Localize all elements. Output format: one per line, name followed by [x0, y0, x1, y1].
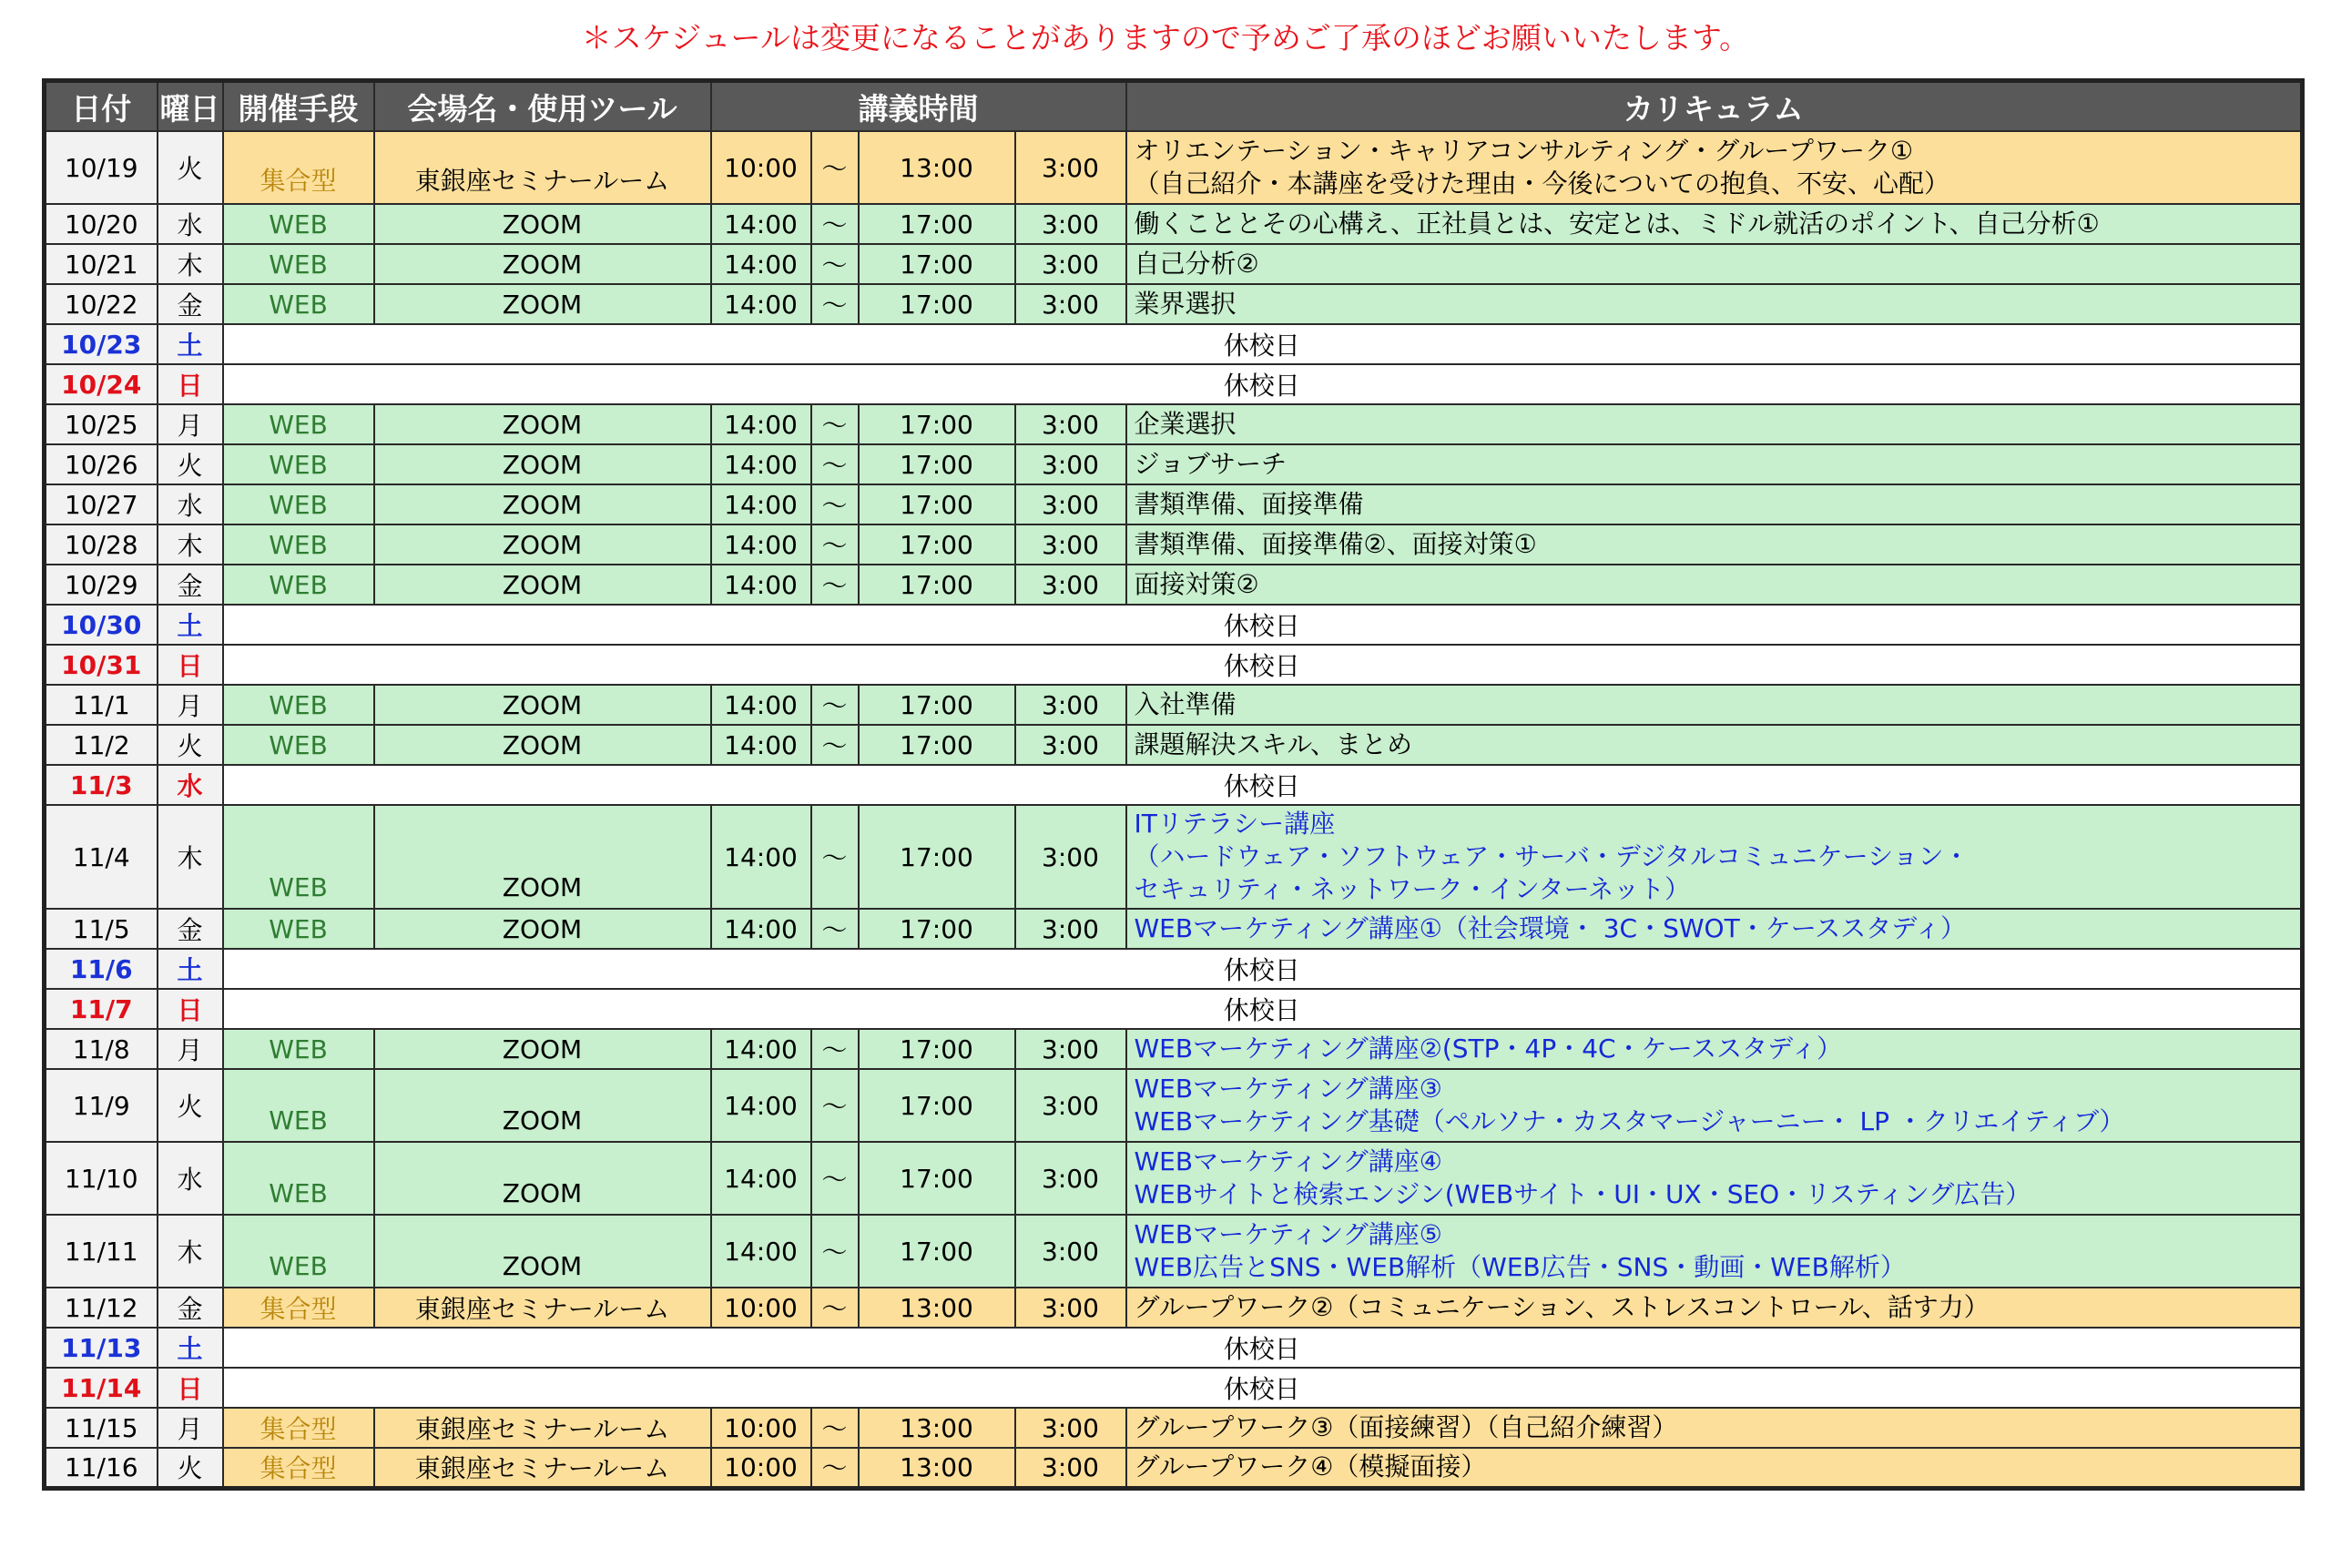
day-of-week-cell: 木 [158, 244, 223, 284]
closed-day-cell: 休校日 [223, 765, 2303, 805]
curriculum-line: WEBマーケティング講座③ [1134, 1074, 1442, 1104]
start-time-cell: 14:00 [711, 1029, 811, 1069]
time-separator-cell: ～ [811, 909, 859, 949]
start-time-cell: 14:00 [711, 685, 811, 725]
curriculum-cell [1126, 1215, 2303, 1288]
end-time-cell: 17:00 [859, 1215, 1015, 1288]
curriculum-line: 書類準備、面接準備②、面接対策① [1134, 529, 1537, 559]
format-cell: WEB [223, 1069, 374, 1142]
table-row [45, 565, 2303, 605]
closed-day-row [45, 1368, 2303, 1408]
table-row [45, 131, 2303, 204]
start-time-cell: 10:00 [711, 1448, 811, 1488]
curriculum-line: WEB広告とSNS・WEB解析（WEB広告・SNS・動画・WEB解析） [1134, 1252, 1906, 1282]
curriculum-cell [1126, 244, 2303, 284]
start-time-cell: 14:00 [711, 524, 811, 565]
duration-cell: 3:00 [1015, 284, 1126, 324]
duration-cell: 3:00 [1015, 1069, 1126, 1142]
time-separator-cell: ～ [811, 1288, 859, 1328]
time-separator-cell: ～ [811, 131, 859, 204]
end-time-cell: 17:00 [859, 524, 1015, 565]
time-separator-cell: ～ [811, 524, 859, 565]
curriculum-line: グループワーク③（面接練習）（自己紹介練習） [1134, 1412, 1678, 1442]
time-separator-cell: ～ [811, 565, 859, 605]
curriculum-cell [1126, 204, 2303, 244]
curriculum-cell [1126, 131, 2303, 204]
date-cell: 11/1 [45, 685, 158, 725]
duration-cell: 3:00 [1015, 909, 1126, 949]
format-cell: WEB [223, 244, 374, 284]
duration-cell: 3:00 [1015, 805, 1126, 909]
closed-day-cell: 休校日 [223, 364, 2303, 404]
end-time-cell: 17:00 [859, 909, 1015, 949]
table-row [45, 244, 2303, 284]
start-time-cell: 14:00 [711, 1069, 811, 1142]
curriculum-cell [1126, 685, 2303, 725]
table-row [45, 1029, 2303, 1069]
end-time-cell: 13:00 [859, 131, 1015, 204]
start-time-cell: 14:00 [711, 284, 811, 324]
date-cell: 10/22 [45, 284, 158, 324]
date-cell: 11/13 [45, 1328, 158, 1368]
table-row [45, 1069, 2303, 1142]
date-cell: 11/12 [45, 1288, 158, 1328]
format-cell: 集合型 [223, 1288, 374, 1328]
day-of-week-cell: 火 [158, 131, 223, 204]
end-time-cell: 17:00 [859, 1029, 1015, 1069]
date-cell: 11/5 [45, 909, 158, 949]
day-of-week-cell: 火 [158, 1069, 223, 1142]
duration-cell: 3:00 [1015, 685, 1126, 725]
curriculum-cell [1126, 1288, 2303, 1328]
venue-cell: ZOOM [374, 805, 711, 909]
venue-cell: ZOOM [374, 725, 711, 765]
duration-cell: 3:00 [1015, 131, 1126, 204]
day-of-week-cell: 日 [158, 645, 223, 685]
date-cell: 11/11 [45, 1215, 158, 1288]
date-cell: 11/8 [45, 1029, 158, 1069]
time-separator-cell: ～ [811, 204, 859, 244]
curriculum-line: 面接対策② [1134, 569, 1259, 599]
format-cell: WEB [223, 565, 374, 605]
venue-cell: ZOOM [374, 1142, 711, 1215]
closed-day-row [45, 324, 2303, 364]
curriculum-line: WEBマーケティング基礎（ペルソナ・カスタマージャーニー・ LP ・クリエイティブ） [1134, 1106, 2125, 1136]
date-cell: 10/25 [45, 404, 158, 444]
table-row [45, 1142, 2303, 1215]
date-cell: 10/28 [45, 524, 158, 565]
date-cell: 10/24 [45, 364, 158, 404]
table-row [45, 284, 2303, 324]
curriculum-cell [1126, 524, 2303, 565]
time-separator-cell: ～ [811, 1069, 859, 1142]
curriculum-line: WEBマーケティング講座②(STP・4P・4C・ケーススタディ） [1134, 1033, 1842, 1064]
date-cell: 11/7 [45, 989, 158, 1029]
format-cell: WEB [223, 484, 374, 524]
start-time-cell: 10:00 [711, 131, 811, 204]
date-cell: 11/2 [45, 725, 158, 765]
curriculum-line: セキュリティ・ネットワーク・インターネット） [1134, 874, 1691, 904]
end-time-cell: 17:00 [859, 484, 1015, 524]
venue-cell: ZOOM [374, 524, 711, 565]
end-time-cell: 17:00 [859, 284, 1015, 324]
venue-cell: ZOOM [374, 909, 711, 949]
duration-cell: 3:00 [1015, 725, 1126, 765]
day-of-week-cell: 金 [158, 909, 223, 949]
format-cell: 集合型 [223, 131, 374, 204]
closed-day-cell: 休校日 [223, 1328, 2303, 1368]
day-of-week-cell: 水 [158, 204, 223, 244]
format-cell: WEB [223, 725, 374, 765]
date-cell: 10/23 [45, 324, 158, 364]
table-row [45, 1408, 2303, 1448]
format-cell: WEB [223, 204, 374, 244]
closed-day-row [45, 1328, 2303, 1368]
day-of-week-cell: 月 [158, 1029, 223, 1069]
closed-day-cell: 休校日 [223, 949, 2303, 989]
format-cell: WEB [223, 444, 374, 484]
curriculum-cell [1126, 805, 2303, 909]
schedule-notice: ＊スケジュールは変更になることがありますので予めご了承のほどお願いいたします。 [581, 20, 1750, 56]
duration-cell: 3:00 [1015, 1408, 1126, 1448]
table-row [45, 725, 2303, 765]
date-cell: 10/19 [45, 131, 158, 204]
end-time-cell: 13:00 [859, 1288, 1015, 1328]
header-day-of-week: 曜日 [158, 81, 223, 132]
duration-cell: 3:00 [1015, 484, 1126, 524]
duration-cell: 3:00 [1015, 1448, 1126, 1488]
curriculum-line: WEBマーケティング講座①（社会環境・ 3C・SWOT・ケーススタディ） [1134, 913, 1967, 943]
duration-cell: 3:00 [1015, 204, 1126, 244]
date-cell: 10/27 [45, 484, 158, 524]
day-of-week-cell: 水 [158, 1142, 223, 1215]
duration-cell: 3:00 [1015, 244, 1126, 284]
curriculum-line: 課題解決スキル、まとめ [1134, 729, 1412, 759]
table-row [45, 1215, 2303, 1288]
date-cell: 10/29 [45, 565, 158, 605]
header-venue: 会場名・使用ツール [374, 81, 711, 132]
schedule-body [45, 131, 2303, 1488]
date-cell: 11/3 [45, 765, 158, 805]
closed-day-row [45, 364, 2303, 404]
curriculum-cell [1126, 1142, 2303, 1215]
end-time-cell: 13:00 [859, 1448, 1015, 1488]
date-cell: 11/6 [45, 949, 158, 989]
format-cell: WEB [223, 1029, 374, 1069]
date-cell: 10/21 [45, 244, 158, 284]
curriculum-line: 書類準備、面接準備 [1134, 489, 1364, 519]
time-separator-cell: ～ [811, 244, 859, 284]
duration-cell: 3:00 [1015, 1029, 1126, 1069]
curriculum-cell [1126, 404, 2303, 444]
end-time-cell: 17:00 [859, 1142, 1015, 1215]
day-of-week-cell: 土 [158, 605, 223, 645]
format-cell: WEB [223, 909, 374, 949]
format-cell: WEB [223, 1142, 374, 1215]
duration-cell: 3:00 [1015, 565, 1126, 605]
day-of-week-cell: 木 [158, 805, 223, 909]
venue-cell: 東銀座セミナールーム [374, 1448, 711, 1488]
start-time-cell: 14:00 [711, 484, 811, 524]
date-cell: 11/9 [45, 1069, 158, 1142]
start-time-cell: 14:00 [711, 805, 811, 909]
closed-day-cell: 休校日 [223, 605, 2303, 645]
curriculum-cell [1126, 1069, 2303, 1142]
curriculum-line: 業界選択 [1134, 289, 1237, 319]
day-of-week-cell: 火 [158, 444, 223, 484]
table-row [45, 1288, 2303, 1328]
closed-day-row [45, 645, 2303, 685]
day-of-week-cell: 水 [158, 765, 223, 805]
day-of-week-cell: 日 [158, 989, 223, 1029]
duration-cell: 3:00 [1015, 1215, 1126, 1288]
end-time-cell: 17:00 [859, 244, 1015, 284]
duration-cell: 3:00 [1015, 524, 1126, 565]
curriculum-line: グループワーク②（コミュニケーション、ストレスコントロール、話す力） [1134, 1292, 1990, 1322]
venue-cell: ZOOM [374, 284, 711, 324]
table-row [45, 805, 2303, 909]
format-cell: WEB [223, 685, 374, 725]
closed-day-cell: 休校日 [223, 645, 2303, 685]
table-row [45, 685, 2303, 725]
time-separator-cell: ～ [811, 284, 859, 324]
format-cell: WEB [223, 524, 374, 565]
curriculum-line: WEBサイトと検索エンジン(WEBサイト・UI・UX・SEO・リスティング広告） [1134, 1179, 2031, 1209]
time-separator-cell: ～ [811, 685, 859, 725]
day-of-week-cell: 木 [158, 524, 223, 565]
date-cell: 10/20 [45, 204, 158, 244]
duration-cell: 3:00 [1015, 1142, 1126, 1215]
start-time-cell: 14:00 [711, 1142, 811, 1215]
day-of-week-cell: 月 [158, 1408, 223, 1448]
table-row [45, 204, 2303, 244]
date-cell: 10/31 [45, 645, 158, 685]
day-of-week-cell: 月 [158, 685, 223, 725]
day-of-week-cell: 月 [158, 404, 223, 444]
day-of-week-cell: 火 [158, 725, 223, 765]
curriculum-cell [1126, 484, 2303, 524]
day-of-week-cell: 日 [158, 364, 223, 404]
duration-cell: 3:00 [1015, 1288, 1126, 1328]
curriculum-cell [1126, 565, 2303, 605]
day-of-week-cell: 日 [158, 1368, 223, 1408]
format-cell: WEB [223, 404, 374, 444]
venue-cell: ZOOM [374, 565, 711, 605]
curriculum-line: 企業選択 [1134, 409, 1237, 439]
day-of-week-cell: 土 [158, 324, 223, 364]
closed-day-row [45, 765, 2303, 805]
table-row [45, 404, 2303, 444]
end-time-cell: 17:00 [859, 805, 1015, 909]
header-lecture-time: 講義時間 [711, 81, 1126, 132]
day-of-week-cell: 水 [158, 484, 223, 524]
format-cell: 集合型 [223, 1408, 374, 1448]
curriculum-cell [1126, 1408, 2303, 1448]
table-row [45, 909, 2303, 949]
date-cell: 11/15 [45, 1408, 158, 1448]
closed-day-row [45, 605, 2303, 645]
curriculum-cell [1126, 1029, 2303, 1069]
date-cell: 10/30 [45, 605, 158, 645]
table-row [45, 1448, 2303, 1488]
curriculum-cell [1126, 444, 2303, 484]
venue-cell: ZOOM [374, 404, 711, 444]
start-time-cell: 14:00 [711, 1215, 811, 1288]
curriculum-cell [1126, 284, 2303, 324]
header-curriculum: カリキュラム [1126, 81, 2303, 132]
start-time-cell: 14:00 [711, 404, 811, 444]
curriculum-line: 自己分析② [1134, 249, 1259, 279]
start-time-cell: 14:00 [711, 909, 811, 949]
curriculum-cell [1126, 725, 2303, 765]
curriculum-line: ITリテラシー講座 [1134, 809, 1336, 839]
schedule-table [42, 78, 2305, 1491]
date-cell: 11/4 [45, 805, 158, 909]
curriculum-line: オリエンテーション・キャリアコンサルティング・グループワーク① [1134, 136, 1914, 166]
date-cell: 11/16 [45, 1448, 158, 1488]
table-row [45, 444, 2303, 484]
venue-cell: 東銀座セミナールーム [374, 131, 711, 204]
duration-cell: 3:00 [1015, 404, 1126, 444]
day-of-week-cell: 金 [158, 1288, 223, 1328]
end-time-cell: 17:00 [859, 444, 1015, 484]
curriculum-line: ジョブサーチ [1134, 449, 1287, 479]
venue-cell: ZOOM [374, 244, 711, 284]
header-date: 日付 [45, 81, 158, 132]
time-separator-cell: ～ [811, 1142, 859, 1215]
curriculum-line: （自己紹介・本講座を受けた理由・今後についての抱負、不安、心配） [1134, 168, 1949, 199]
date-cell: 11/14 [45, 1368, 158, 1408]
closed-day-cell: 休校日 [223, 989, 2303, 1029]
venue-cell: 東銀座セミナールーム [374, 1408, 711, 1448]
curriculum-cell [1126, 1448, 2303, 1488]
closed-day-row [45, 949, 2303, 989]
start-time-cell: 14:00 [711, 204, 811, 244]
venue-cell: 東銀座セミナールーム [374, 1288, 711, 1328]
venue-cell: ZOOM [374, 1069, 711, 1142]
closed-day-row [45, 989, 2303, 1029]
curriculum-cell [1126, 909, 2303, 949]
format-cell: 集合型 [223, 1448, 374, 1488]
header-format: 開催手段 [223, 81, 374, 132]
curriculum-line: 入社準備 [1134, 689, 1237, 719]
venue-cell: ZOOM [374, 1215, 711, 1288]
end-time-cell: 17:00 [859, 204, 1015, 244]
end-time-cell: 17:00 [859, 685, 1015, 725]
day-of-week-cell: 金 [158, 284, 223, 324]
table-row [45, 484, 2303, 524]
time-separator-cell: ～ [811, 805, 859, 909]
time-separator-cell: ～ [811, 1448, 859, 1488]
start-time-cell: 10:00 [711, 1408, 811, 1448]
day-of-week-cell: 金 [158, 565, 223, 605]
start-time-cell: 14:00 [711, 725, 811, 765]
time-separator-cell: ～ [811, 444, 859, 484]
time-separator-cell: ～ [811, 1215, 859, 1288]
start-time-cell: 10:00 [711, 1288, 811, 1328]
format-cell: WEB [223, 805, 374, 909]
duration-cell: 3:00 [1015, 444, 1126, 484]
start-time-cell: 14:00 [711, 244, 811, 284]
venue-cell: ZOOM [374, 685, 711, 725]
time-separator-cell: ～ [811, 725, 859, 765]
venue-cell: ZOOM [374, 444, 711, 484]
time-separator-cell: ～ [811, 484, 859, 524]
curriculum-line: （ハードウェア・ソフトウェア・サーバ・デジタルコミュニケーション・ [1134, 841, 1970, 871]
curriculum-line: 働くこととその心構え、正社員とは、安定とは、ミドル就活のポイント、自己分析① [1134, 209, 2100, 239]
curriculum-line: WEBマーケティング講座⑤ [1134, 1219, 1442, 1249]
venue-cell: ZOOM [374, 1029, 711, 1069]
closed-day-cell: 休校日 [223, 324, 2303, 364]
start-time-cell: 14:00 [711, 444, 811, 484]
table-row [45, 524, 2303, 565]
end-time-cell: 17:00 [859, 725, 1015, 765]
curriculum-line: グループワーク④（模擬面接） [1134, 1451, 1487, 1482]
end-time-cell: 17:00 [859, 1069, 1015, 1142]
venue-cell: ZOOM [374, 204, 711, 244]
day-of-week-cell: 土 [158, 949, 223, 989]
time-separator-cell: ～ [811, 1029, 859, 1069]
end-time-cell: 13:00 [859, 1408, 1015, 1448]
time-separator-cell: ～ [811, 1408, 859, 1448]
format-cell: WEB [223, 1215, 374, 1288]
day-of-week-cell: 木 [158, 1215, 223, 1288]
venue-cell: ZOOM [374, 484, 711, 524]
date-cell: 10/26 [45, 444, 158, 484]
day-of-week-cell: 火 [158, 1448, 223, 1488]
time-separator-cell: ～ [811, 404, 859, 444]
table-header-row [45, 81, 2303, 132]
curriculum-line: WEBマーケティング講座④ [1134, 1146, 1442, 1176]
end-time-cell: 17:00 [859, 565, 1015, 605]
format-cell: WEB [223, 284, 374, 324]
end-time-cell: 17:00 [859, 404, 1015, 444]
date-cell: 11/10 [45, 1142, 158, 1215]
day-of-week-cell: 土 [158, 1328, 223, 1368]
closed-day-cell: 休校日 [223, 1368, 2303, 1408]
start-time-cell: 14:00 [711, 565, 811, 605]
